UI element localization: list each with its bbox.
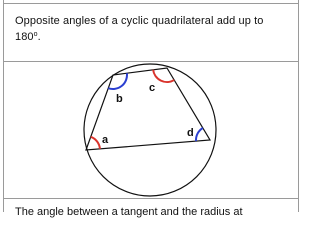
angle-label-c: c [149,82,156,94]
next-row-text: The angle between a tangent and the radius at [15,206,243,218]
angle-label-d: d [187,127,194,139]
theorem-statement-end: . [37,31,41,43]
theorem-statement-text: Opposite angles of a cyclic quadrilateral add up to 180 [15,15,264,43]
angle-label-b: b [116,93,123,105]
angle-arc-a [91,137,100,149]
degree-symbol: o [33,31,38,38]
angle-arc-d [196,128,203,141]
angle-label-a: a [102,134,109,146]
